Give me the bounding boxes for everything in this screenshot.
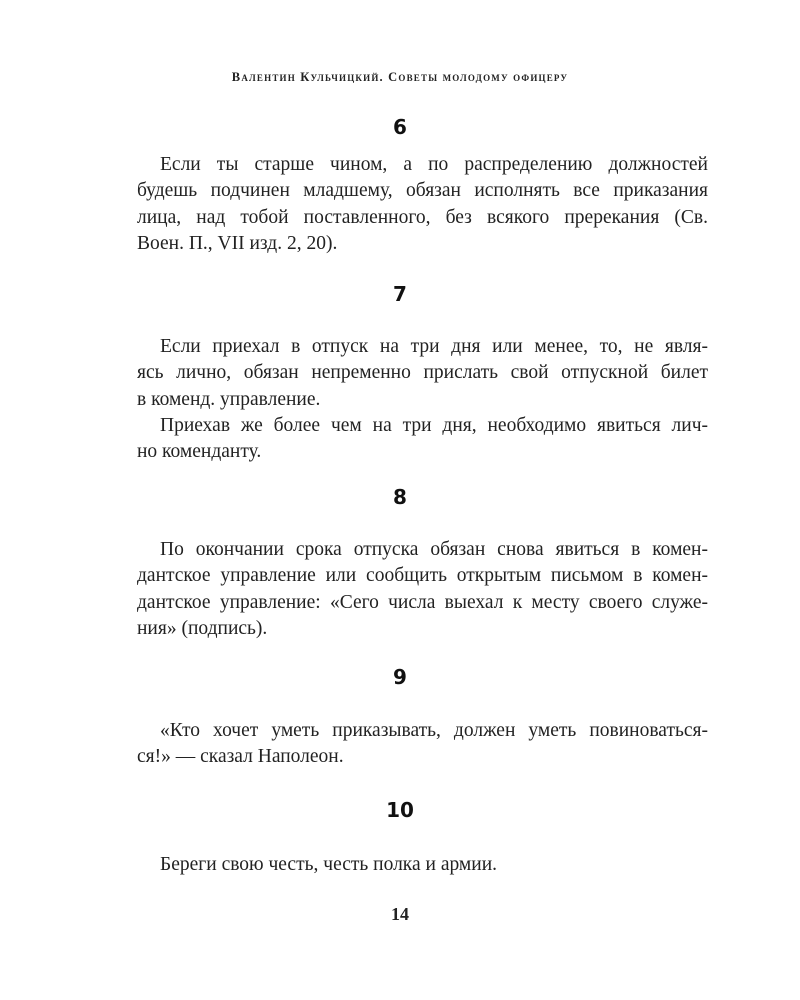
paragraph	[137, 152, 708, 257]
text-line: но коменданту.	[137, 441, 262, 463]
paragraph	[137, 852, 708, 878]
paragraph	[137, 537, 708, 642]
section-number: 8	[393, 485, 407, 509]
page-number: 14	[391, 904, 409, 924]
text-line: лица, над тобой поставленного, без всякого пререкания (Св.	[137, 206, 708, 228]
text-line: Если ты старше чином, а по распределению должностей	[160, 154, 708, 175]
section-number: 6	[393, 115, 407, 139]
text-line: Воен. П., VII изд. 2, 20).	[137, 232, 338, 254]
section-number: 10	[386, 798, 414, 822]
text-line: Береги свою честь, честь полка и армии.	[160, 854, 498, 875]
text-line: Приехав же более чем на три дня, необходимо явиться лич-	[160, 415, 708, 436]
text-line: «Кто хочет уметь приказывать, должен уметь повиноваться-	[160, 720, 708, 741]
text-line: будешь подчинен младшему, обязан исполнять все приказания	[137, 180, 708, 202]
text-line: ния» (подпись).	[137, 617, 268, 639]
text-line: ясь лично, обязан непременно прислать свой отпускной билет	[137, 362, 708, 384]
text-line: дантское управление: «Сего числа выехал к месту своего служе-	[137, 591, 708, 613]
running-head: Валентин Кульчицкий. Советы молодому офицеру	[231, 70, 569, 84]
text-line: в коменд. управление.	[137, 388, 321, 410]
paragraph	[137, 718, 708, 771]
text-line: ся!» — сказал Наполеон.	[137, 746, 344, 768]
section-number: 9	[393, 665, 407, 689]
text-line: дантское управление или сообщить открытым письмом в комен-	[137, 565, 708, 587]
paragraph	[137, 413, 708, 466]
section-number: 7	[393, 282, 407, 306]
paragraph	[137, 334, 708, 413]
text-line: По окончании срока отпуска обязан снова явиться в комен-	[160, 539, 708, 560]
text-line: Если приехал в отпуск на три дня или менее, то, не явля-	[160, 336, 708, 357]
